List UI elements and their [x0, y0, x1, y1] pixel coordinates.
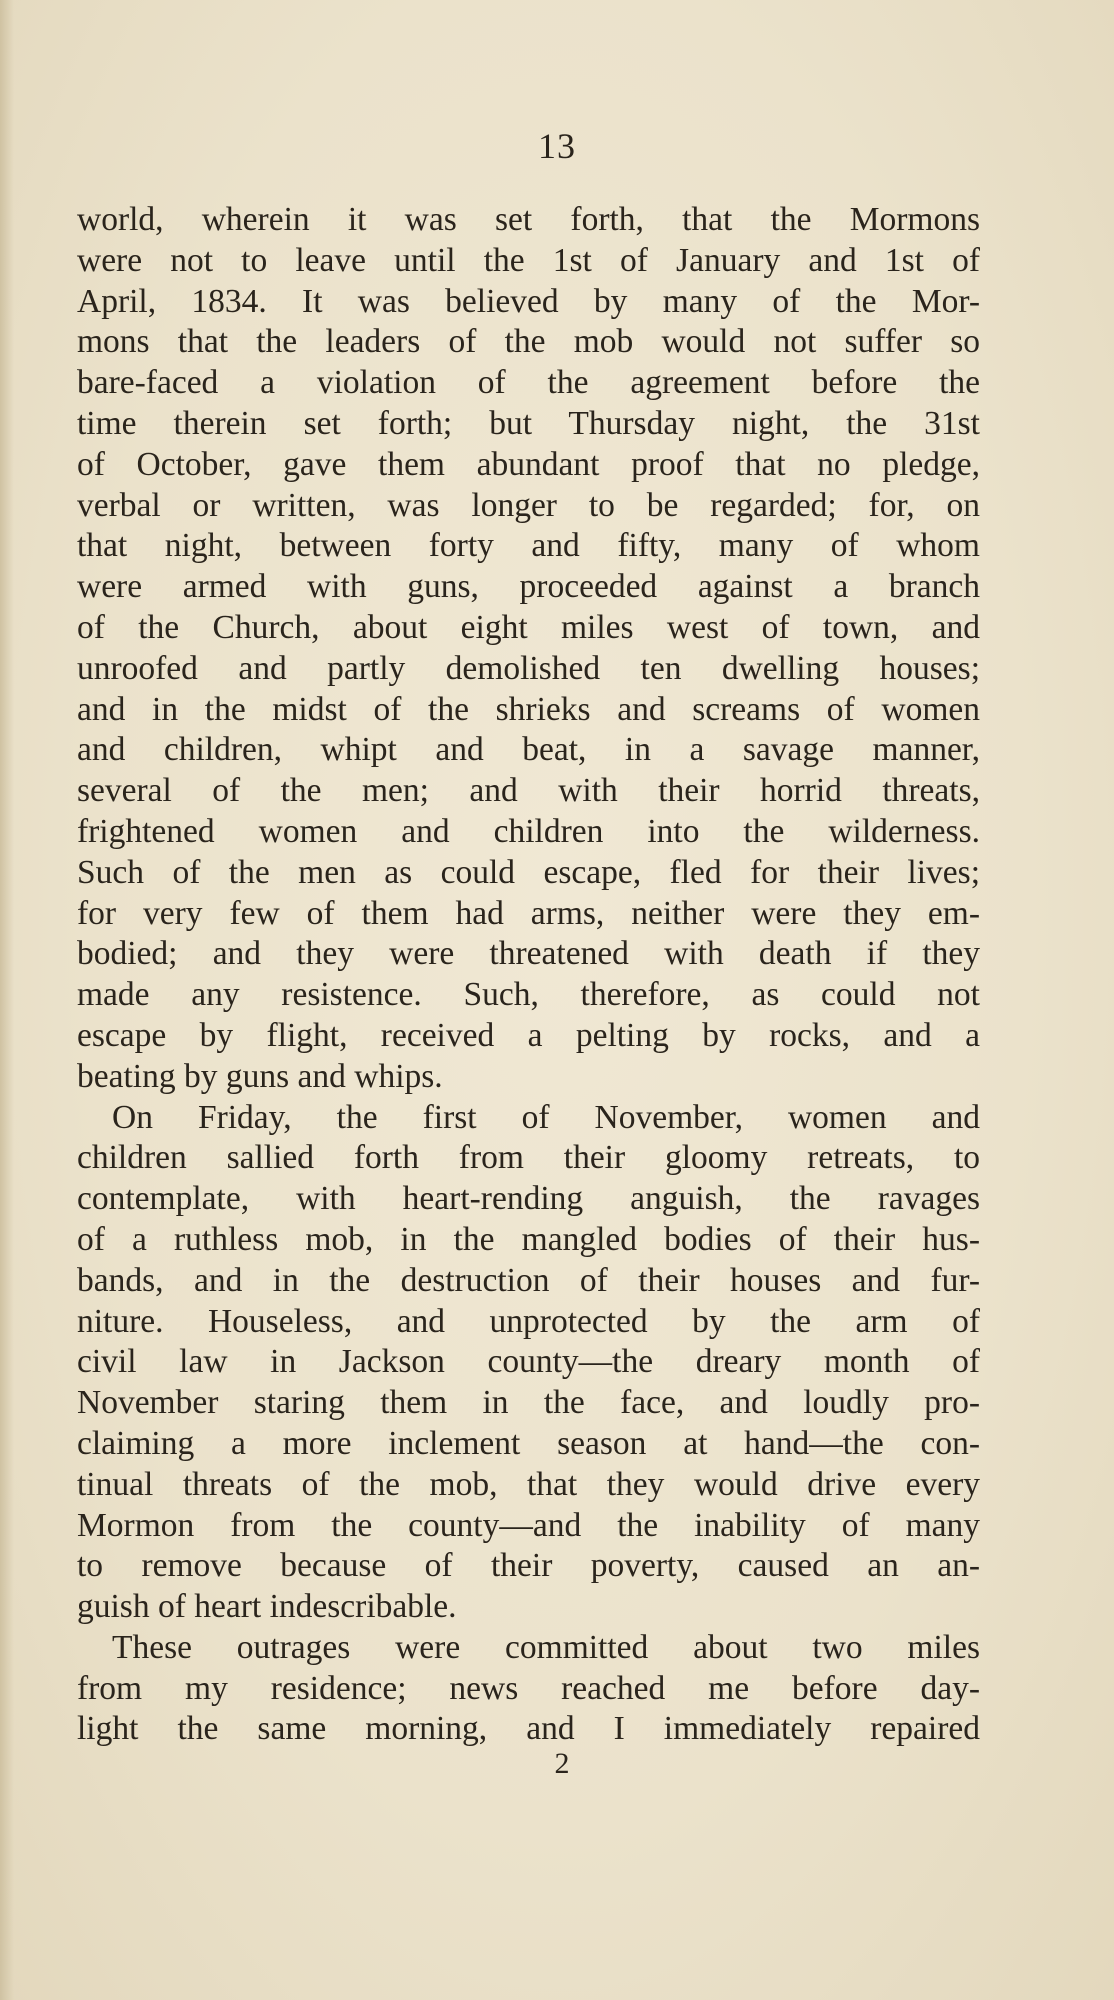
- text-line: several of the men; and with their horrid threats,: [77, 772, 980, 810]
- text-line: of a ruthless mob, in the mangled bodies of their hus-: [77, 1220, 980, 1258]
- text-line: claiming a more inclement season at hand—the con-: [77, 1424, 980, 1462]
- text-line: mons that the leaders of the mob would not suffer so: [77, 323, 980, 361]
- signature-mark: 2: [554, 1747, 570, 1780]
- text-line: light the same morning, and I immediately repaired: [77, 1710, 980, 1748]
- text-line: bodied; and they were threatened with death if they: [77, 935, 980, 973]
- text-line: that night, between forty and fifty, many of whom: [77, 527, 980, 565]
- text-line: of the Church, about eight miles west of town, and: [77, 608, 980, 646]
- page-number: 13: [538, 126, 576, 166]
- text-line: and children, whipt and beat, in a savage manner,: [77, 731, 980, 769]
- text-line: November staring them in the face, and loudly pro-: [77, 1384, 980, 1422]
- body-text: [77, 200, 980, 1750]
- text-line: were not to leave until the 1st of January and 1st of: [77, 241, 980, 279]
- text-line: On Friday, the first of November, women and: [112, 1098, 980, 1136]
- text-line: time therein set forth; but Thursday night, the 31st: [77, 404, 980, 442]
- text-line: civil law in Jackson county—the dreary month of: [77, 1343, 980, 1381]
- text-line: and in the midst of the shrieks and screams of women: [77, 690, 980, 728]
- page-edge-shadow: [0, 0, 14, 2000]
- text-line: children sallied forth from their gloomy retreats, to: [77, 1139, 980, 1177]
- text-line: These outrages were committed about two miles: [112, 1628, 980, 1666]
- text-line: verbal or written, was longer to be regarded; for, on: [77, 486, 980, 524]
- text-line: bare-faced a violation of the agreement before the: [77, 364, 980, 402]
- text-line: were armed with guns, proceeded against a branch: [77, 568, 980, 606]
- text-line: frightened women and children into the wilderness.: [77, 812, 980, 850]
- text-line: April, 1834. It was believed by many of the Mor-: [77, 282, 980, 320]
- text-line: Such of the men as could escape, fled for their lives;: [77, 853, 980, 891]
- text-line: tinual threats of the mob, that they would drive every: [77, 1465, 980, 1503]
- text-line: from my residence; news reached me before day-: [77, 1669, 980, 1707]
- text-line: beating by guns and whips.: [77, 1057, 443, 1095]
- text-line: for very few of them had arms, neither were they em-: [77, 894, 980, 932]
- text-line: guish of heart indescribable.: [77, 1588, 457, 1626]
- text-line: unroofed and partly demolished ten dwelling houses;: [77, 649, 980, 687]
- text-line: to remove because of their poverty, caused an an-: [77, 1547, 980, 1585]
- text-line: of October, gave them abundant proof that no pledge,: [77, 445, 980, 483]
- text-line: bands, and in the destruction of their houses and fur-: [77, 1261, 980, 1299]
- text-line: Mormon from the county—and the inability of many: [77, 1506, 980, 1544]
- text-line: made any resistence. Such, therefore, as could not: [77, 976, 980, 1014]
- text-line: niture. Houseless, and unprotected by the arm of: [77, 1302, 980, 1340]
- text-line: contemplate, with heart-rending anguish, the ravages: [77, 1180, 980, 1218]
- text-line: escape by flight, received a pelting by rocks, and a: [77, 1016, 980, 1054]
- text-line: world, wherein it was set forth, that the Mormons: [77, 201, 980, 238]
